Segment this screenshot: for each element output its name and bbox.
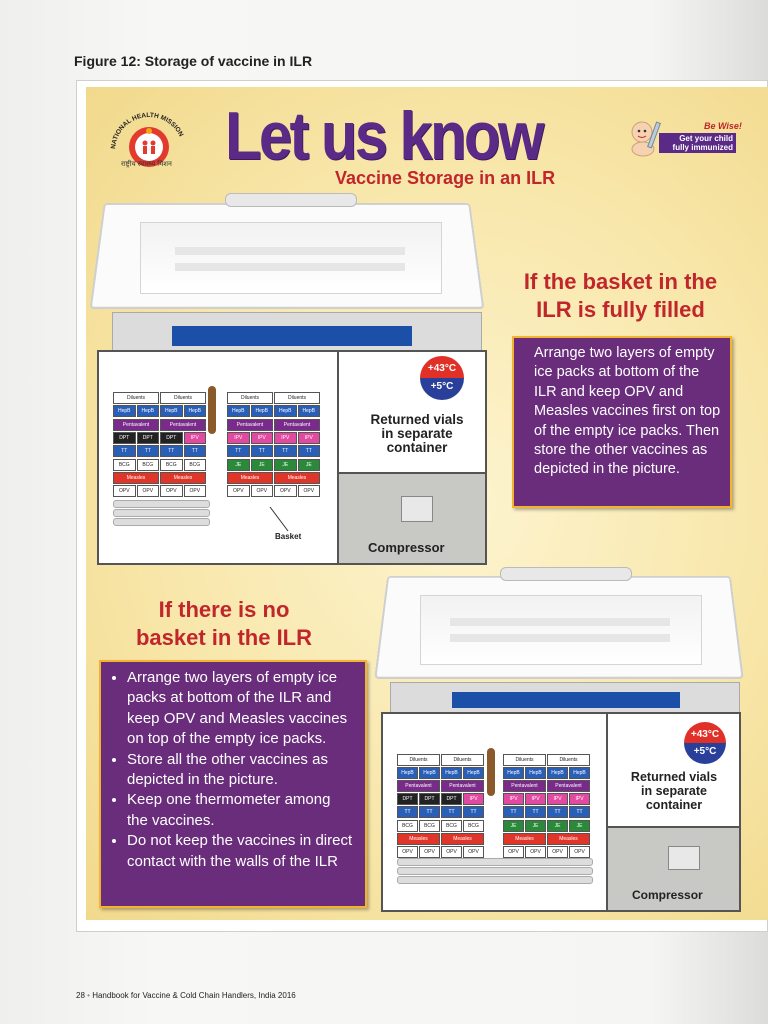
ilr1-basket-label: Basket <box>275 532 302 541</box>
vaccine-cell-measles: Measles <box>160 472 206 484</box>
vaccine-cell-measles: Measles <box>397 833 440 845</box>
temp-high: +43°C <box>420 356 464 378</box>
vaccine-cell-tt: TT <box>298 445 321 457</box>
vaccine-cell-hepb: HepB <box>113 405 136 417</box>
vaccine-cell-pentavalent: Pentavalent <box>441 780 484 792</box>
ilr1-lid-rib <box>175 247 405 255</box>
vaccine-cell-opv: OPV <box>274 485 297 497</box>
section1-heading-line2: ILR is fully filled <box>536 297 705 322</box>
headline: Let us know <box>225 98 542 174</box>
vaccine-cell-opv: OPV <box>569 846 590 858</box>
vaccine-cell-pentavalent: Pentavalent <box>503 780 546 792</box>
vaccine-cell-tt: TT <box>274 445 297 457</box>
vaccine-cell-hepb: HepB <box>227 405 250 417</box>
vaccine-cell-je: JE <box>251 459 274 471</box>
vaccine-cell-hepb: HepB <box>547 767 568 779</box>
vaccine-cell-tt: TT <box>184 445 207 457</box>
vaccine-cell-opv: OPV <box>463 846 484 858</box>
ilr1-blue-pad <box>172 326 412 346</box>
temp-low: +5°C <box>420 378 464 400</box>
section1-heading <box>498 268 743 324</box>
vaccine-cell-diluents: Diluents <box>397 754 440 766</box>
vaccine-cell-measles: Measles <box>547 833 590 845</box>
vaccine-cell-je: JE <box>274 459 297 471</box>
ilr2-compressor-label: Compressor <box>632 888 703 902</box>
vaccine-cell-je: JE <box>227 459 250 471</box>
vaccine-cell-pentavalent: Pentavalent <box>274 419 320 431</box>
vaccine-cell-measles: Measles <box>274 472 320 484</box>
section2-textbox <box>99 660 367 908</box>
vaccine-cell-hepb: HepB <box>137 405 160 417</box>
vaccine-cell-hepb: HepB <box>251 405 274 417</box>
vaccine-cell-opv: OPV <box>547 846 568 858</box>
ice-pack <box>397 858 593 866</box>
vaccine-cell-diluents: Diluents <box>227 392 273 404</box>
immunize-line2: fully immunized <box>672 143 733 152</box>
immunize-line1: Get your child <box>679 134 733 143</box>
vaccine-cell-ipv: IPV <box>463 793 484 805</box>
vaccine-cell-hepb: HepB <box>463 767 484 779</box>
returned-line2: in separate <box>640 784 707 798</box>
vaccine-cell-je: JE <box>547 820 568 832</box>
vaccine-cell-opv: OPV <box>441 846 462 858</box>
ilr2-vent <box>668 846 700 870</box>
returned-line2: in separate <box>381 426 453 441</box>
logo-arc-text: NATIONAL HEALTH MISSION <box>110 111 185 150</box>
footer-title: Handbook for Vaccine & Cold Chain Handlers, India 2016 <box>92 991 296 1000</box>
vaccine-cell-tt: TT <box>503 806 524 818</box>
vaccine-cell-ipv: IPV <box>274 432 297 444</box>
vaccine-cell-hepb: HepB <box>569 767 590 779</box>
vaccine-cell-diluents: Diluents <box>274 392 320 404</box>
returned-line1: Returned vials <box>630 770 718 784</box>
vaccine-cell-bcg: BCG <box>113 459 136 471</box>
ilr1-lid-rib <box>175 263 405 271</box>
vaccine-cell-diluents: Diluents <box>547 754 590 766</box>
vaccine-cell-bcg: BCG <box>160 459 183 471</box>
vaccine-cell-ipv: IPV <box>525 793 546 805</box>
vaccine-cell-dpt: DPT <box>113 432 136 444</box>
ilr2-lid-rib <box>450 634 670 642</box>
temp-high: +43°C <box>684 722 726 743</box>
vaccine-cell-tt: TT <box>113 445 136 457</box>
vaccine-cell-opv: OPV <box>503 846 524 858</box>
ilr2-handle <box>500 567 632 581</box>
vaccine-cell-tt: TT <box>441 806 462 818</box>
vaccine-cell-tt: TT <box>419 806 440 818</box>
vaccine-cell-diluents: Diluents <box>113 392 159 404</box>
vaccine-cell-je: JE <box>569 820 590 832</box>
returned-line1: Returned vials <box>370 412 464 427</box>
vaccine-cell-tt: TT <box>397 806 418 818</box>
vaccine-cell-opv: OPV <box>419 846 440 858</box>
footer-separator: • <box>87 991 90 1000</box>
vaccine-cell-measles: Measles <box>227 472 273 484</box>
vaccine-cell-tt: TT <box>137 445 160 457</box>
vaccine-cell-hepb: HepB <box>274 405 297 417</box>
ilr1-returned-text <box>352 413 482 455</box>
vaccine-cell-bcg: BCG <box>184 459 207 471</box>
vaccine-cell-hepb: HepB <box>397 767 418 779</box>
vaccine-cell-ipv: IPV <box>547 793 568 805</box>
ice-pack <box>397 867 593 875</box>
vaccine-cell-je: JE <box>298 459 321 471</box>
figure-title: Figure 12: Storage of vaccine in ILR <box>74 53 313 69</box>
vaccine-cell-tt: TT <box>251 445 274 457</box>
be-wise-text: Be Wise! <box>704 121 742 131</box>
vaccine-cell-ipv: IPV <box>569 793 590 805</box>
vaccine-cell-measles: Measles <box>441 833 484 845</box>
vaccine-cell-measles: Measles <box>503 833 546 845</box>
thermometer-icon <box>208 386 216 434</box>
vaccine-cell-dpt: DPT <box>441 793 462 805</box>
basket-pointer <box>268 505 298 535</box>
temp-low: +5°C <box>684 743 726 764</box>
ilr2-blue-pad <box>452 692 680 708</box>
vaccine-cell-opv: OPV <box>251 485 274 497</box>
vaccine-cell-diluents: Diluents <box>441 754 484 766</box>
ice-pack <box>113 518 210 526</box>
vaccine-cell-diluents: Diluents <box>160 392 206 404</box>
vaccine-cell-je: JE <box>525 820 546 832</box>
vaccine-cell-diluents: Diluents <box>503 754 546 766</box>
vaccine-cell-opv: OPV <box>184 485 207 497</box>
section2-bullet-list <box>115 668 355 872</box>
vaccine-cell-je: JE <box>503 820 524 832</box>
vaccine-cell-pentavalent: Pentavalent <box>113 419 159 431</box>
ice-pack <box>397 876 593 884</box>
vaccine-cell-opv: OPV <box>525 846 546 858</box>
ilr1-compressor-label: Compressor <box>368 540 445 555</box>
vaccine-cell-ipv: IPV <box>503 793 524 805</box>
section1-heading-line1: If the basket in the <box>523 269 718 294</box>
vaccine-cell-ipv: IPV <box>298 432 321 444</box>
ilr2-returned-text <box>614 770 734 812</box>
vaccine-cell-ipv: IPV <box>227 432 250 444</box>
vaccine-cell-opv: OPV <box>113 485 136 497</box>
vaccine-cell-measles: Measles <box>113 472 159 484</box>
ilr1-handle <box>225 193 357 207</box>
vaccine-cell-dpt: DPT <box>160 432 183 444</box>
vaccine-cell-opv: OPV <box>298 485 321 497</box>
vaccine-cell-dpt: DPT <box>419 793 440 805</box>
vaccine-cell-bcg: BCG <box>463 820 484 832</box>
vaccine-cell-hepb: HepB <box>298 405 321 417</box>
ilr1-vent <box>401 496 433 522</box>
subheadline: Vaccine Storage in an ILR <box>335 168 556 188</box>
vaccine-cell-hepb: HepB <box>525 767 546 779</box>
vaccine-cell-tt: TT <box>569 806 590 818</box>
vaccine-cell-bcg: BCG <box>137 459 160 471</box>
ilr2-temp-badge <box>684 722 726 764</box>
bullet-item: • Keep one thermometer among the vaccines. <box>127 790 355 831</box>
section2-heading <box>104 596 344 652</box>
vaccine-cell-bcg: BCG <box>397 820 418 832</box>
page-footer <box>76 991 296 1000</box>
vaccine-cell-dpt: DPT <box>137 432 160 444</box>
vaccine-cell-tt: TT <box>160 445 183 457</box>
bullet-item: • Do not keep the vaccines in direct contact with the walls of the ILR <box>127 831 355 872</box>
ilr1-lid-panel <box>140 222 442 294</box>
logo-subtext: राष्ट्रीय स्वास्थ्य मिशन <box>121 161 172 168</box>
section2-heading-line1: If there is no <box>158 597 290 622</box>
vaccine-cell-tt: TT <box>525 806 546 818</box>
ilr2-lid-rib <box>450 618 670 626</box>
vaccine-cell-opv: OPV <box>397 846 418 858</box>
page-number: 28 <box>76 991 85 1000</box>
vaccine-cell-pentavalent: Pentavalent <box>397 780 440 792</box>
vaccine-cell-opv: OPV <box>137 485 160 497</box>
vaccine-cell-hepb: HepB <box>441 767 462 779</box>
returned-line3: container <box>386 440 448 455</box>
vaccine-cell-hepb: HepB <box>184 405 207 417</box>
vaccine-cell-hepb: HepB <box>419 767 440 779</box>
vaccine-cell-bcg: BCG <box>441 820 462 832</box>
vaccine-cell-pentavalent: Pentavalent <box>547 780 590 792</box>
section1-textbox: Arrange two layers of empty ice packs at bottom of the ILR and keep OPV and Measles vaccines first on top of the empty ice packs. Then store the other vaccines as depicted in the picture. <box>512 336 732 508</box>
vaccine-cell-ipv: IPV <box>251 432 274 444</box>
ilr2-lid-panel <box>420 595 702 665</box>
vaccine-cell-tt: TT <box>547 806 568 818</box>
vaccine-cell-hepb: HepB <box>503 767 524 779</box>
returned-line3: container <box>645 798 703 812</box>
vaccine-cell-pentavalent: Pentavalent <box>227 419 273 431</box>
vaccine-cell-tt: TT <box>227 445 250 457</box>
vaccine-cell-ipv: IPV <box>184 432 207 444</box>
bullet-item: • Arrange two layers of empty ice packs at bottom of the ILR and keep OPV and Measles vaccines on top of the empty ice packs. <box>127 668 355 750</box>
section2-heading-line2: basket in the ILR <box>135 625 313 650</box>
vaccine-cell-tt: TT <box>463 806 484 818</box>
bullet-item: • Store all the other vaccines as depicted in the picture. <box>127 750 355 791</box>
vaccine-cell-pentavalent: Pentavalent <box>160 419 206 431</box>
vaccine-cell-opv: OPV <box>160 485 183 497</box>
vaccine-cell-bcg: BCG <box>419 820 440 832</box>
ice-pack <box>113 509 210 517</box>
vaccine-cell-dpt: DPT <box>397 793 418 805</box>
vaccine-cell-hepb: HepB <box>160 405 183 417</box>
immunize-badge <box>659 133 736 153</box>
ice-pack <box>113 500 210 508</box>
vaccine-cell-opv: OPV <box>227 485 250 497</box>
thermometer-icon <box>487 748 495 796</box>
ilr1-temp-badge <box>420 356 464 400</box>
